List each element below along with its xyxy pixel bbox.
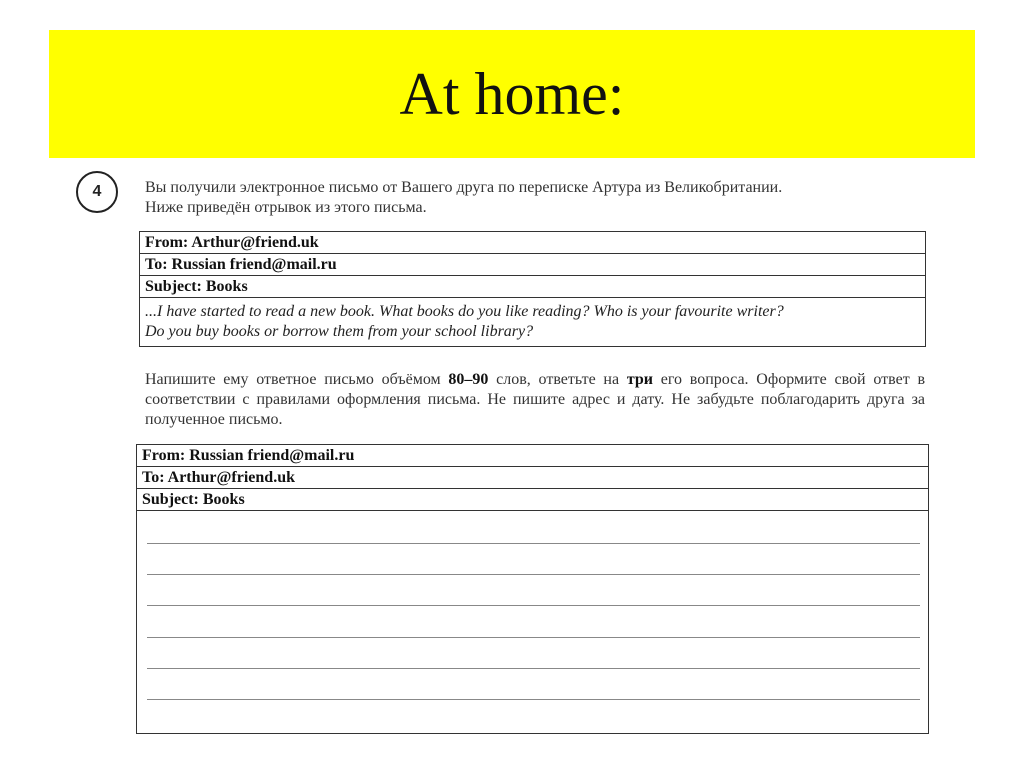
- writing-line: [147, 605, 920, 606]
- question-count: три: [626, 371, 653, 388]
- intro-line-1: Вы получили электронное письмо от Вашего друга по переписке Артура из Великобритании.: [145, 179, 783, 196]
- incoming-body-line-1: ...I have started to read a new book. What books do you like reading? Who is your favourite writer?: [145, 303, 784, 320]
- incoming-body: [140, 298, 926, 347]
- title-banner: [49, 30, 975, 158]
- slide-title: At home:: [399, 60, 625, 127]
- incoming-body-line-2: Do you buy books or borrow them from your school library?: [145, 323, 534, 340]
- writing-line: [147, 699, 920, 700]
- task-instructions: [145, 370, 925, 430]
- word-count: 80–90: [448, 371, 489, 388]
- writing-line: [147, 543, 920, 544]
- instr-part-1: Напишите ему ответное письмо объёмом: [145, 371, 449, 388]
- incoming-subject: Subject: Books: [140, 276, 926, 298]
- writing-line: [147, 637, 920, 638]
- ruled-lines: [137, 511, 928, 733]
- writing-line: [147, 574, 920, 575]
- task-number: 4: [92, 183, 102, 200]
- task-intro: [145, 178, 925, 218]
- intro-line-2: Ниже приведён отрывок из этого письма.: [145, 199, 427, 216]
- reply-subject: Subject: Books: [137, 489, 929, 511]
- incoming-from: From: Arthur@friend.uk: [140, 232, 926, 254]
- instr-part-2: слов, ответьте на: [488, 371, 627, 388]
- reply-email-table: [136, 444, 929, 734]
- incoming-email-table: [139, 231, 926, 347]
- incoming-to: To: Russian friend@mail.ru: [140, 254, 926, 276]
- task-number-badge: [76, 171, 118, 213]
- reply-writing-area[interactable]: [137, 511, 929, 734]
- instr-part-3: его вопроса. Оформите свой ответ в соответствии с правилами оформления письма. Не пишите адрес и дату. Не забудьте поблагодарить друга за полученное письмо.: [145, 371, 926, 428]
- reply-from: From: Russian friend@mail.ru: [137, 445, 929, 467]
- reply-to: To: Arthur@friend.uk: [137, 467, 929, 489]
- writing-line: [147, 668, 920, 669]
